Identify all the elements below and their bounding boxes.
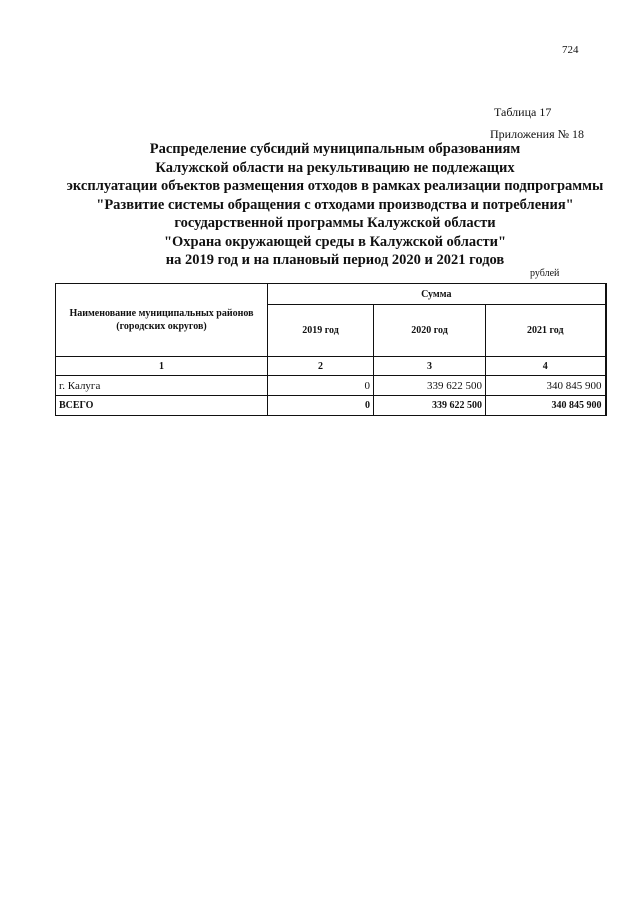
title-line: Распределение субсидий муниципальным образованиям (149, 141, 521, 157)
total-value-2020: 339 622 500 (374, 396, 486, 416)
total-row (56, 396, 606, 416)
title-line: эксплуатации объектов размещения отходов в рамках реализации подпрограммы (66, 178, 604, 194)
page-number: 724 (562, 44, 579, 56)
table-header-row (56, 284, 606, 305)
row-value-2021: 340 845 900 (486, 376, 606, 396)
title-line: Калужской области на рекультивацию не подлежащих (155, 159, 515, 176)
title-line: "Охрана окружающей среды в Калужской области" (163, 233, 507, 250)
subsidy-table (55, 283, 607, 416)
header-sum: Сумма (268, 284, 606, 305)
header-year-2019: 2019 год (268, 305, 374, 357)
appendix-label: Приложения № 18 (490, 127, 585, 141)
total-value-2019: 0 (268, 396, 374, 416)
column-number: 4 (486, 357, 606, 376)
row-value-2020: 339 622 500 (374, 376, 486, 396)
total-label: ВСЕГО (56, 396, 268, 416)
column-number: 1 (56, 357, 268, 376)
title-line: государственной программы Калужской области (174, 215, 496, 231)
column-number: 2 (268, 357, 374, 376)
column-number-row (56, 357, 606, 376)
title-line: "Развитие системы обращения с отходами производства и потребления" (96, 196, 574, 213)
total-value-2021: 340 845 900 (486, 396, 606, 416)
header-year-2021: 2021 год (486, 305, 606, 357)
title-line: на 2019 год и на плановый период 2020 и 2021 годов (165, 252, 505, 268)
column-number: 3 (374, 357, 486, 376)
table-label: Таблица 17 (494, 105, 552, 119)
row-value-2019: 0 (268, 376, 374, 396)
header-year-2020: 2020 год (374, 305, 486, 357)
table-row (56, 376, 606, 396)
header-name: Наименование муниципальных районов (городских округов) (56, 284, 268, 357)
document-title (40, 140, 630, 270)
units-label: рублей (530, 268, 560, 279)
row-name: г. Калуга (56, 376, 268, 396)
